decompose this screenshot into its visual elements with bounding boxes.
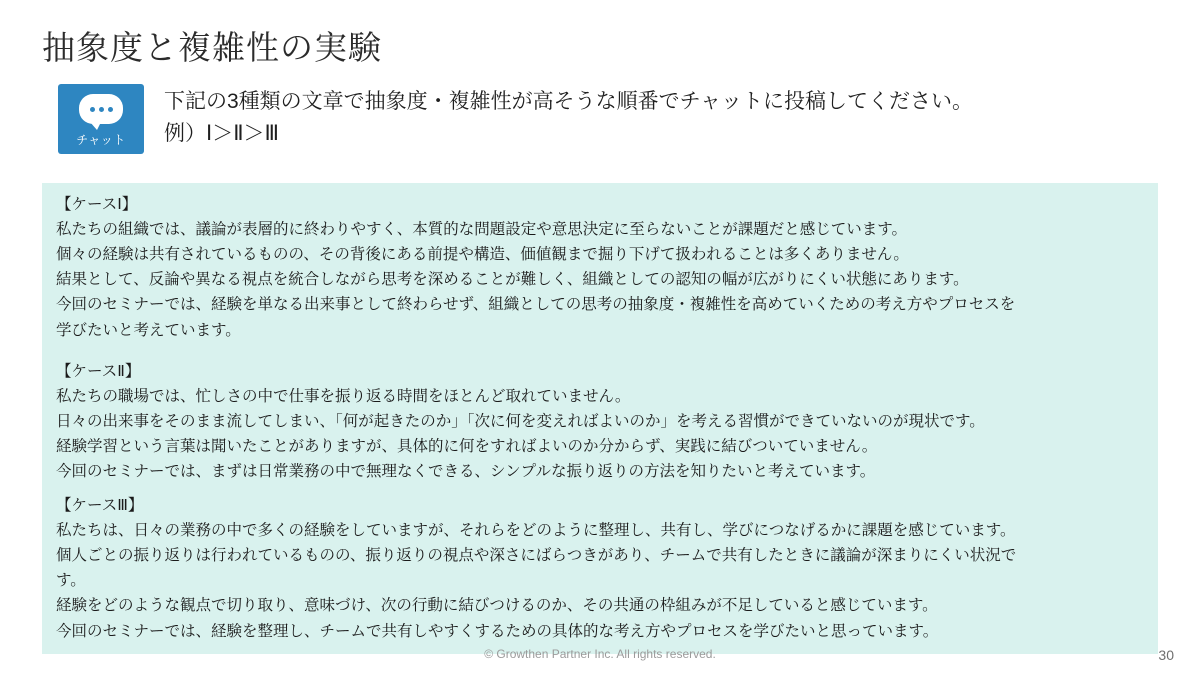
- case-line: 個人ごとの振り返りは行われているものの、振り返りの視点や深さにばらつきがあり、チームで共有したときに議論が深まりにくい状況で: [56, 547, 1017, 565]
- case-line: 今回のセミナーでは、経験を整理し、チームで共有しやすくするための具体的な考え方やプロセスを学びたいと思っています。: [56, 622, 939, 640]
- case-line: 経験学習という言葉は聞いたことがありますが、具体的に何をすればよいのか分からず、実践に結びついていません。: [56, 438, 878, 456]
- copyright-footer: © Growthen Partner Inc. All rights reserved.: [484, 647, 716, 661]
- case-line: 学びたいと考えています。: [56, 321, 241, 339]
- case-line: 私たちの組織では、議論が表層的に終わりやすく、本質的な問題設定や意思決定に至らないことが課題だと感じています。: [56, 221, 907, 239]
- case-box-3: [42, 484, 1158, 654]
- instruction-line: 例）Ⅰ＞Ⅱ＞Ⅲ: [164, 121, 280, 145]
- instruction-block: [58, 84, 1158, 154]
- chat-badge: [58, 84, 144, 154]
- case-line: 個々の経験は共有されているものの、その背後にある前提や構造、価値観まで掘り下げて扱われることは多くありません。: [56, 246, 909, 264]
- page-title: 抽象度と複雑性の実験: [42, 29, 382, 66]
- chat-badge-label: チャット: [76, 133, 126, 147]
- case-line: 今回のセミナーでは、経験を単なる出来事として終わらせず、組織としての思考の抽象度・複雑性を高めていくための考え方やプロセスを: [56, 296, 1016, 314]
- case-title: 【ケースⅢ】: [56, 497, 144, 514]
- case-line: 日々の出来事をそのまま流してしまい、「何が起きたのか」「次に何を変えればよいのか」を考える習慣ができていないのが現状です。: [56, 413, 985, 431]
- case-line: 私たちは、日々の業務の中で多くの経験をしていますが、それらをどのように整理し、共有し、学びにつなげるかに課題を感じています。: [56, 522, 1016, 540]
- instruction-text: [164, 84, 973, 150]
- page-number: 30: [1158, 647, 1174, 663]
- case-title: 【ケースⅡ】: [56, 363, 141, 380]
- chat-bubble-icon: [79, 94, 123, 124]
- instruction-line: 下記の3種類の文章で抽象度・複雑性が高そうな順番でチャットに投稿してください。: [164, 90, 974, 113]
- case-line: 今回のセミナーでは、まずは日常業務の中で無理なくできる、シンプルな振り返りの方法を知りたいと考えています。: [56, 463, 876, 481]
- case-line: 結果として、反論や異なる視点を統合しながら思考を深めることが難しく、組織としての認知の幅が広がりにくい状態にあります。: [56, 271, 969, 289]
- case-title: 【ケースⅠ】: [56, 196, 138, 213]
- case-box-2: [42, 350, 1158, 495]
- case-box-1: [42, 183, 1158, 353]
- case-line: す。: [56, 572, 86, 590]
- case-line: 経験をどのような観点で切り取り、意味づけ、次の行動に結びつけるのか、その共通の枠組みが不足していると感じています。: [56, 597, 938, 615]
- case-line: 私たちの職場では、忙しさの中で仕事を振り返る時間をほとんど取れていません。: [56, 388, 631, 406]
